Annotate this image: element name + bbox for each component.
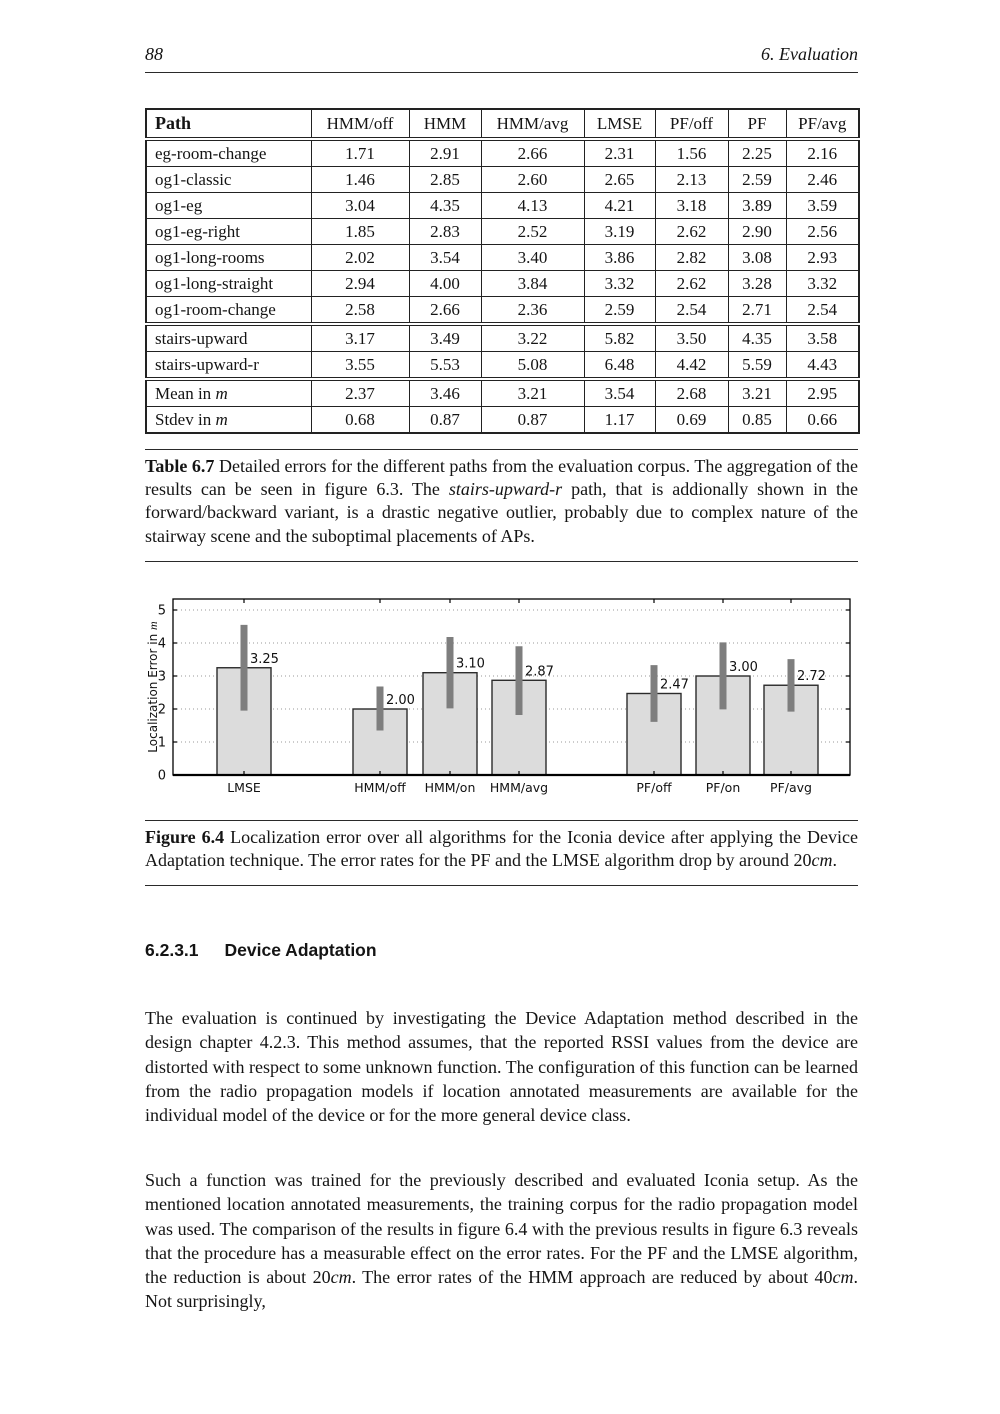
value-cell: 3.50 [655, 324, 728, 352]
column-header: PF/avg [786, 109, 859, 139]
value-cell: 5.82 [584, 324, 655, 352]
column-header: PF [728, 109, 786, 139]
value-cell: 1.46 [311, 167, 409, 193]
value-cell: 2.37 [311, 379, 409, 407]
x-tick-label: HMM/off [354, 780, 406, 795]
table-row [146, 324, 859, 352]
table-row [146, 245, 859, 271]
column-header: HMM/off [311, 109, 409, 139]
bar-value-label: 2.87 [525, 664, 554, 680]
value-cell: 3.08 [728, 245, 786, 271]
value-cell: 5.08 [481, 352, 584, 380]
body-paragraph-1: The evaluation is continued by investigating the Device Adaptation method described in the design chapter 4.2.3. This method assumes, that the reported RSSI values from the device are distorted with respect to some unknown function. The configuration of this function can be learned from the radio propagation models if location annotated measurements are available for the individual model of the device or for the more general device class. [145, 1008, 858, 1126]
y-tick-label: 5 [157, 603, 166, 619]
value-cell: 2.71 [728, 297, 786, 325]
x-tick-label: PF/avg [770, 780, 812, 795]
path-cell: og1-long-straight [146, 271, 311, 297]
value-cell: 3.21 [728, 379, 786, 407]
table-row [146, 271, 859, 297]
value-cell: 3.59 [786, 193, 859, 219]
value-cell: 2.58 [311, 297, 409, 325]
bar-value-label: 3.00 [729, 660, 758, 675]
value-cell: 2.31 [584, 139, 655, 167]
y-tick-label: 1 [157, 735, 166, 751]
value-cell: 2.91 [409, 139, 481, 167]
value-cell: 0.87 [409, 407, 481, 434]
path-cell: stairs-upward [146, 324, 311, 352]
figure-caption [145, 820, 858, 886]
value-cell: 2.83 [409, 219, 481, 245]
value-cell: 3.32 [584, 271, 655, 297]
y-axis-title: Localization Error in m [146, 621, 160, 753]
table-caption [145, 449, 858, 562]
value-cell: 2.94 [311, 271, 409, 297]
running-header [145, 44, 858, 73]
value-cell: 3.46 [409, 379, 481, 407]
value-cell: 5.53 [409, 352, 481, 380]
value-cell: 2.54 [786, 297, 859, 325]
value-cell: 1.71 [311, 139, 409, 167]
section-number: 6.2.3.1 [145, 940, 199, 960]
value-cell: 3.22 [481, 324, 584, 352]
value-cell: 3.54 [409, 245, 481, 271]
bar-value-label: 2.72 [797, 669, 826, 685]
value-cell: 3.18 [655, 193, 728, 219]
table-row [146, 297, 859, 325]
table-row [146, 379, 859, 407]
value-cell: 2.82 [655, 245, 728, 271]
value-cell: 2.65 [584, 167, 655, 193]
table-row [146, 407, 859, 434]
path-cell: og1-classic [146, 167, 311, 193]
value-cell: 4.21 [584, 193, 655, 219]
table-row [146, 352, 859, 380]
value-cell: 4.35 [409, 193, 481, 219]
value-cell: 2.59 [728, 167, 786, 193]
chapter-title: 6. Evaluation [761, 44, 858, 64]
figure-caption-text: Localization error over all algorithms for the Iconia device after applying the Device Adaptation technique. The error rates for the PF and the LMSE algorithm drop by around 20cm. [145, 827, 858, 871]
value-cell: 3.28 [728, 271, 786, 297]
y-tick-label: 2 [157, 702, 166, 718]
table-row [146, 139, 859, 167]
x-tick-label: PF/off [636, 780, 672, 795]
table-caption-text: Detailed errors for the different paths from the evaluation corpus. The aggregation of the results can be seen in figure 6.3. The stairs-upward-r path, that is addionally shown in the forward/backward variant, is a drastic negative outlier, probably due to complex nature of the stairway scene and the suboptimal placements of APs. [145, 456, 859, 546]
value-cell: 2.93 [786, 245, 859, 271]
table-row [146, 219, 859, 245]
value-cell: 3.55 [311, 352, 409, 380]
value-cell: 2.68 [655, 379, 728, 407]
value-cell: 2.54 [655, 297, 728, 325]
value-cell: 3.58 [786, 324, 859, 352]
bar-value-label: 3.10 [456, 656, 485, 672]
path-cell: og1-room-change [146, 297, 311, 325]
table-caption-label: Table 6.7 [145, 456, 215, 476]
value-cell: 3.84 [481, 271, 584, 297]
value-cell: 2.36 [481, 297, 584, 325]
bar-value-label: 2.47 [660, 677, 689, 693]
column-header: LMSE [584, 109, 655, 139]
value-cell: 0.69 [655, 407, 728, 434]
results-table [145, 108, 860, 434]
column-header: HMM [409, 109, 481, 139]
value-cell: 3.49 [409, 324, 481, 352]
value-cell: 4.00 [409, 271, 481, 297]
value-cell: 2.66 [481, 139, 584, 167]
value-cell: 2.52 [481, 219, 584, 245]
section-title: Device Adaptation [224, 940, 377, 960]
page-number: 88 [145, 44, 163, 64]
value-cell: 2.02 [311, 245, 409, 271]
value-cell: 4.43 [786, 352, 859, 380]
path-cell: Stdev in m [146, 407, 311, 434]
value-cell: 3.19 [584, 219, 655, 245]
body-paragraph-2: Such a function was trained for the previously described and evaluated Iconia setup. As the mentioned location annotated measurements, the training corpus for the radio propagation model was used. The comparison of the results in figure 6.4 with the previous results in figure 6.3 reveals that the procedure has a measurable effect on the error rates. For the PF and the LMSE algorithm, the reduction is about 20cm. The error rates of the HMM approach are reduced by about 40cm. Not surprisingly, [145, 1170, 858, 1312]
value-cell: 1.85 [311, 219, 409, 245]
value-cell: 0.66 [786, 407, 859, 434]
value-cell: 2.62 [655, 219, 728, 245]
y-tick-label: 3 [157, 669, 166, 685]
value-cell: 2.95 [786, 379, 859, 407]
value-cell: 3.21 [481, 379, 584, 407]
value-cell: 0.85 [728, 407, 786, 434]
value-cell: 2.85 [409, 167, 481, 193]
value-cell: 0.68 [311, 407, 409, 434]
figure-caption-label: Figure 6.4 [145, 827, 225, 847]
path-cell: og1-eg-right [146, 219, 311, 245]
column-header: PF/off [655, 109, 728, 139]
value-cell: 2.46 [786, 167, 859, 193]
value-cell: 2.16 [786, 139, 859, 167]
value-cell: 5.59 [728, 352, 786, 380]
table-row [146, 193, 859, 219]
column-header-path: Path [146, 109, 311, 139]
x-tick-label: HMM/avg [489, 780, 549, 795]
value-cell: 4.35 [728, 324, 786, 352]
value-cell: 2.56 [786, 219, 859, 245]
value-cell: 2.90 [728, 219, 786, 245]
y-tick-label: 4 [157, 636, 166, 652]
x-tick-label: HMM/on [424, 780, 476, 795]
bar-value-label: 2.00 [386, 693, 415, 708]
x-tick-label: PF/on [705, 780, 741, 795]
value-cell: 4.42 [655, 352, 728, 380]
value-cell: 4.13 [481, 193, 584, 219]
value-cell: 0.87 [481, 407, 584, 434]
value-cell: 3.32 [786, 271, 859, 297]
value-cell: 6.48 [584, 352, 655, 380]
x-tick-label: LMSE [227, 780, 261, 795]
value-cell: 3.17 [311, 324, 409, 352]
value-cell: 3.40 [481, 245, 584, 271]
column-header: HMM/avg [481, 109, 584, 139]
path-cell: eg-room-change [146, 139, 311, 167]
figure-chart [145, 593, 858, 808]
value-cell: 3.04 [311, 193, 409, 219]
results-table-wrap [145, 108, 858, 434]
value-cell: 2.59 [584, 297, 655, 325]
value-cell: 1.17 [584, 407, 655, 434]
bar-chart-svg [145, 593, 858, 808]
table-header-row [146, 109, 859, 139]
value-cell: 3.86 [584, 245, 655, 271]
y-tick-label: 0 [157, 768, 166, 784]
value-cell: 2.25 [728, 139, 786, 167]
bar-value-label: 3.25 [250, 651, 279, 667]
table-row [146, 167, 859, 193]
path-cell: og1-eg [146, 193, 311, 219]
path-cell: og1-long-rooms [146, 245, 311, 271]
value-cell: 2.62 [655, 271, 728, 297]
path-cell: Mean in m [146, 379, 311, 407]
value-cell: 3.54 [584, 379, 655, 407]
value-cell: 3.89 [728, 193, 786, 219]
value-cell: 1.56 [655, 139, 728, 167]
section-heading [145, 940, 858, 961]
path-cell: stairs-upward-r [146, 352, 311, 380]
value-cell: 2.60 [481, 167, 584, 193]
value-cell: 2.13 [655, 167, 728, 193]
value-cell: 2.66 [409, 297, 481, 325]
